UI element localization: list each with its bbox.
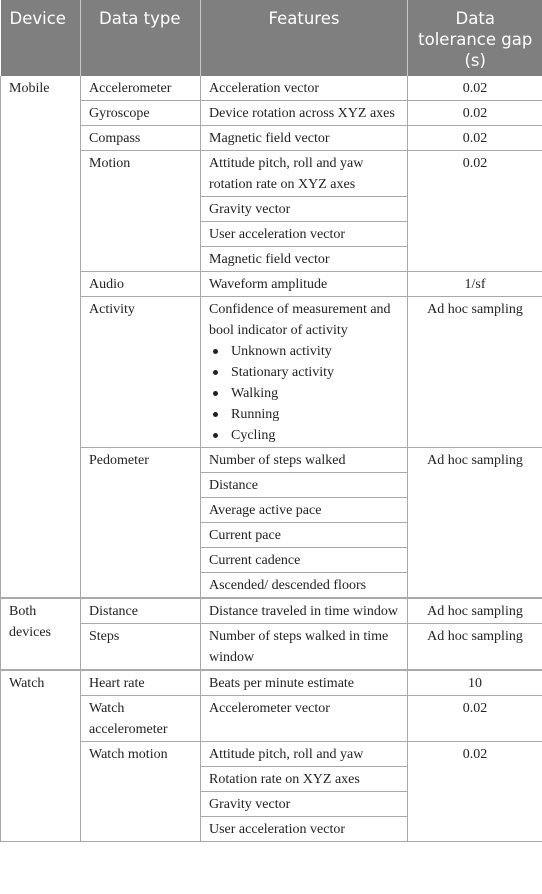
table-row <box>1 624 542 671</box>
feature-cell: Ascended/ descended floors <box>201 573 408 599</box>
gap-cell: Ad hoc sampling <box>408 448 542 599</box>
bullet-icon <box>213 349 218 354</box>
header-features: Features <box>201 0 408 76</box>
feature-cell: Number of steps walked <box>201 448 408 473</box>
feature-cell: Attitude pitch, roll and yaw <box>201 742 408 767</box>
table-row <box>1 126 542 151</box>
list-item: Stationary activity <box>209 362 401 383</box>
table-row <box>1 272 542 297</box>
table-row <box>1 696 542 742</box>
table-row <box>1 76 542 101</box>
data-type-cell: Motion <box>81 151 201 272</box>
table-row <box>1 151 542 197</box>
data-type-cell: Steps <box>81 624 201 671</box>
table-row <box>1 101 542 126</box>
data-type-cell: Watch accelerometer <box>81 696 201 742</box>
feature-cell: Distance traveled in time window <box>201 598 408 624</box>
feature-cell: Gravity vector <box>201 792 408 817</box>
feature-cell: Gravity vector <box>201 197 408 222</box>
feature-cell: Device rotation across XYZ axes <box>201 101 408 126</box>
gap-cell: 1/sf <box>408 272 542 297</box>
activity-description: Confidence of measurement and bool indicator of activity <box>209 302 391 338</box>
data-type-cell: Pedometer <box>81 448 201 599</box>
data-type-cell: Gyroscope <box>81 101 201 126</box>
feature-cell: Distance <box>201 473 408 498</box>
header-device: Device <box>1 0 81 76</box>
feature-cell: Current pace <box>201 523 408 548</box>
gap-cell: 0.02 <box>408 151 542 272</box>
feature-cell <box>201 297 408 448</box>
gap-cell: 0.02 <box>408 126 542 151</box>
table-row <box>1 448 542 473</box>
gap-cell: 0.02 <box>408 76 542 101</box>
device-cell-mobile: Mobile <box>1 76 81 598</box>
list-item: Unknown activity <box>209 341 401 362</box>
bullet-icon <box>213 370 218 375</box>
gap-cell: 10 <box>408 670 542 696</box>
table-row <box>1 742 542 767</box>
feature-cell: Beats per minute estimate <box>201 670 408 696</box>
feature-cell: Magnetic field vector <box>201 126 408 151</box>
header-data-type: Data type <box>81 0 201 76</box>
data-type-cell: Compass <box>81 126 201 151</box>
bullet-icon <box>213 433 218 438</box>
feature-cell: Average active pace <box>201 498 408 523</box>
data-type-cell: Distance <box>81 598 201 624</box>
data-type-cell: Accelerometer <box>81 76 201 101</box>
gap-cell: Ad hoc sampling <box>408 297 542 448</box>
feature-cell: Accelerometer vector <box>201 696 408 742</box>
activity-list <box>209 341 401 446</box>
list-item: Cycling <box>209 425 401 446</box>
gap-cell: 0.02 <box>408 696 542 742</box>
gap-cell: 0.02 <box>408 101 542 126</box>
feature-cell: Number of steps walked in time window <box>201 624 408 671</box>
data-type-cell: Heart rate <box>81 670 201 696</box>
feature-cell: User acceleration vector <box>201 222 408 247</box>
feature-cell: User acceleration vector <box>201 817 408 842</box>
feature-cell: Acceleration vector <box>201 76 408 101</box>
device-cell-watch: Watch <box>1 670 81 842</box>
bullet-icon <box>213 412 218 417</box>
gap-cell: Ad hoc sampling <box>408 624 542 671</box>
table-row <box>1 297 542 448</box>
data-type-cell: Audio <box>81 272 201 297</box>
feature-cell: Rotation rate on XYZ axes <box>201 767 408 792</box>
feature-cell: Current cadence <box>201 548 408 573</box>
gap-cell: Ad hoc sampling <box>408 598 542 624</box>
table-header-row <box>1 0 542 76</box>
feature-cell: Attitude pitch, roll and yaw rotation rate on XYZ axes <box>201 151 408 197</box>
data-type-cell: Watch motion <box>81 742 201 842</box>
table-row <box>1 670 542 696</box>
table-row <box>1 598 542 624</box>
header-tolerance-gap: Data tolerance gap (s) <box>408 0 542 76</box>
list-item: Running <box>209 404 401 425</box>
bullet-icon <box>213 391 218 396</box>
gap-cell: 0.02 <box>408 742 542 842</box>
data-type-cell: Activity <box>81 297 201 448</box>
list-item: Walking <box>209 383 401 404</box>
feature-cell: Magnetic field vector <box>201 247 408 272</box>
device-cell-both: Both devices <box>1 598 81 670</box>
feature-cell: Waveform amplitude <box>201 272 408 297</box>
